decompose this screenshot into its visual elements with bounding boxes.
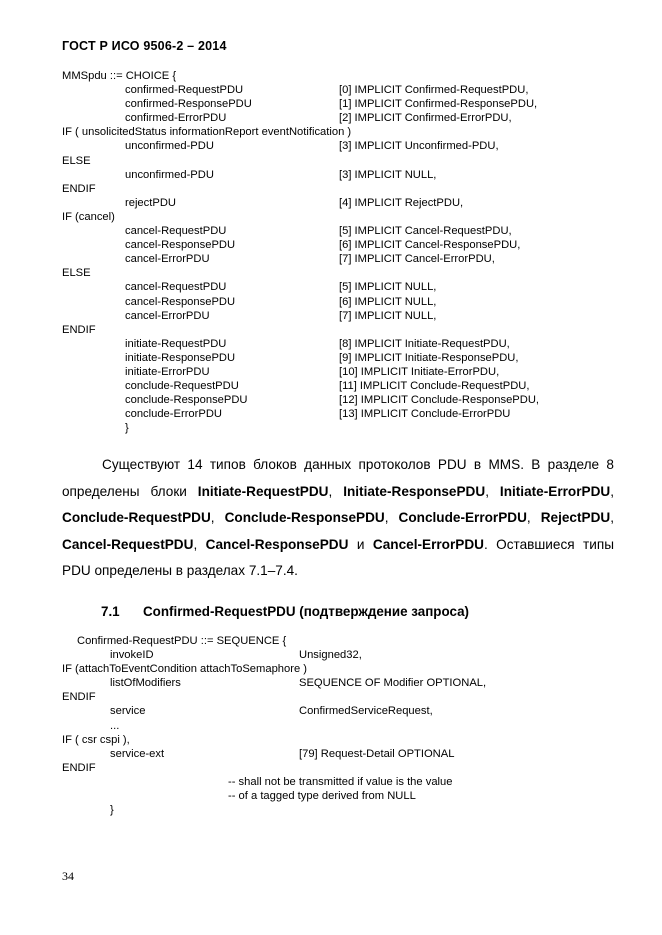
term: Conclude-ErrorPDU — [398, 510, 527, 525]
field-name: service — [110, 705, 146, 718]
field-name: cancel-ResponsePDU — [125, 239, 236, 252]
field-type: [3] IMPLICIT NULL, — [339, 168, 437, 181]
field-type: [5] IMPLICIT NULL, — [339, 281, 437, 294]
field-name: confirmed-ResponsePDU — [125, 98, 252, 111]
term: Initiate-ResponsePDU — [343, 483, 486, 499]
field-name: initiate-ResponsePDU — [125, 351, 236, 364]
field-type: SEQUENCE OF Modifier OPTIONAL, — [299, 677, 487, 690]
field-name: conclude-ErrorPDU — [125, 408, 222, 421]
standard-header: ГОСТ Р ИСО 9506-2 – 2014 — [62, 39, 227, 53]
field-name: conclude-ResponsePDU — [125, 394, 248, 407]
field-type: [8] IMPLICIT Initiate-RequestPDU, — [339, 337, 510, 350]
field-type: Unsigned32, — [299, 649, 362, 661]
code-keyword-line: IF (cancel) — [62, 210, 115, 223]
field-name: cancel-ErrorPDU — [125, 253, 210, 266]
term: Cancel-ErrorPDU — [372, 536, 484, 552]
code-comment: -- of a tagged type derived from NULL — [228, 790, 416, 802]
field-type: [6] IMPLICIT Cancel-ResponsePDU, — [339, 239, 521, 252]
section-title: Confirmed-RequestPDU (подтверждение запроса) — [143, 604, 469, 619]
field-type: [1] IMPLICIT Confirmed-ResponsePDU, — [339, 98, 538, 111]
code-keyword-line: IF ( csr cspi ), — [62, 733, 130, 746]
field-name: } — [125, 422, 129, 435]
field-type: [79] Request-Detail OPTIONAL — [299, 747, 455, 760]
code-keyword-line: IF (attachToEventCondition attachToSemaphore ) — [62, 663, 308, 676]
field-type: [6] IMPLICIT NULL, — [339, 295, 437, 308]
term: Initiate-RequestPDU — [197, 483, 329, 499]
field-name: conclude-RequestPDU — [125, 380, 239, 393]
field-name: cancel-ResponsePDU — [125, 295, 236, 308]
code-keyword-line: ELSE — [62, 154, 91, 167]
term: Initiate-ErrorPDU — [499, 483, 611, 499]
field-name: confirmed-ErrorPDU — [125, 112, 227, 125]
field-type: [9] IMPLICIT Initiate-ResponsePDU, — [339, 351, 519, 364]
field-type: [13] IMPLICIT Conclude-ErrorPDU — [339, 408, 511, 421]
field-name: initiate-ErrorPDU — [125, 366, 210, 378]
field-type: [3] IMPLICIT Unconfirmed-PDU, — [339, 140, 499, 153]
field-name: service-ext — [110, 747, 165, 760]
field-name: cancel-RequestPDU — [125, 281, 227, 294]
code-keyword-line: ENDIF — [62, 182, 96, 195]
term: RejectPDU — [540, 510, 611, 525]
field-name: listOfModifiers — [110, 677, 181, 690]
field-type: [7] IMPLICIT Cancel-ErrorPDU, — [339, 253, 495, 266]
field-type: [4] IMPLICIT RejectPDU, — [339, 196, 464, 209]
field-type: [12] IMPLICIT Conclude-ResponsePDU, — [339, 394, 540, 407]
pdu-types-paragraph: Существуют 14 типов блоков данных протоколов PDU в MMS. В разделе 8 определены блоки Initiate-RequestPDU, Initiate-ResponsePDU, Initiate-ErrorPDU, Conclude-RequestPDU, Conclude-ResponsePDU, Conclude-ErrorPDU, RejectPDU, Cancel-RequestPDU, Cancel-ResponsePDU и Cancel-ErrorPDU. Оставшиеся типы PDU определены в разделах 7.1–7.4. — [62, 457, 615, 578]
field-name: unconfirmed-PDU — [125, 140, 214, 153]
term: Cancel-RequestPDU — [62, 536, 194, 552]
field-type: ConfirmedServiceRequest, — [299, 705, 433, 718]
code-keyword-line: ENDIF — [62, 761, 96, 774]
mmspdu-open-line: MMSpdu ::= CHOICE { — [62, 70, 177, 82]
field-type: [11] IMPLICIT Conclude-RequestPDU, — [339, 380, 530, 393]
field-name: rejectPDU — [125, 196, 176, 209]
confirmed-open-line: Confirmed-RequestPDU ::= SEQUENCE { — [77, 635, 287, 647]
field-name: ... — [110, 719, 120, 732]
code-keyword-line: ENDIF — [62, 323, 96, 336]
field-type: [7] IMPLICIT NULL, — [339, 309, 437, 322]
section-heading — [101, 604, 469, 619]
code-keyword-line: ELSE — [62, 267, 91, 280]
field-name: confirmed-RequestPDU — [125, 84, 244, 96]
field-name: cancel-ErrorPDU — [125, 309, 210, 322]
field-name: invokeID — [110, 649, 154, 661]
field-name: initiate-RequestPDU — [125, 337, 227, 350]
page-number: 34 — [62, 869, 74, 883]
code-keyword-line: ENDIF — [62, 691, 96, 704]
code-keyword-line: IF ( unsolicitedStatus informationReport eventNotification ) — [62, 126, 352, 139]
field-type: [0] IMPLICIT Confirmed-RequestPDU, — [339, 84, 529, 96]
term: Cancel-ResponsePDU — [205, 536, 349, 552]
field-name: unconfirmed-PDU — [125, 168, 214, 181]
term: Conclude-ResponsePDU — [224, 510, 385, 525]
section-number: 7.1 — [101, 604, 120, 619]
field-type: [5] IMPLICIT Cancel-RequestPDU, — [339, 225, 512, 237]
field-type: [10] IMPLICIT Initiate-ErrorPDU, — [339, 366, 500, 378]
field-name: } — [110, 804, 114, 817]
field-type: [2] IMPLICIT Confirmed-ErrorPDU, — [339, 112, 512, 125]
term: Conclude-RequestPDU — [62, 510, 211, 525]
field-name: cancel-RequestPDU — [125, 225, 227, 237]
code-comment: -- shall not be transmitted if value is the value — [228, 775, 453, 788]
